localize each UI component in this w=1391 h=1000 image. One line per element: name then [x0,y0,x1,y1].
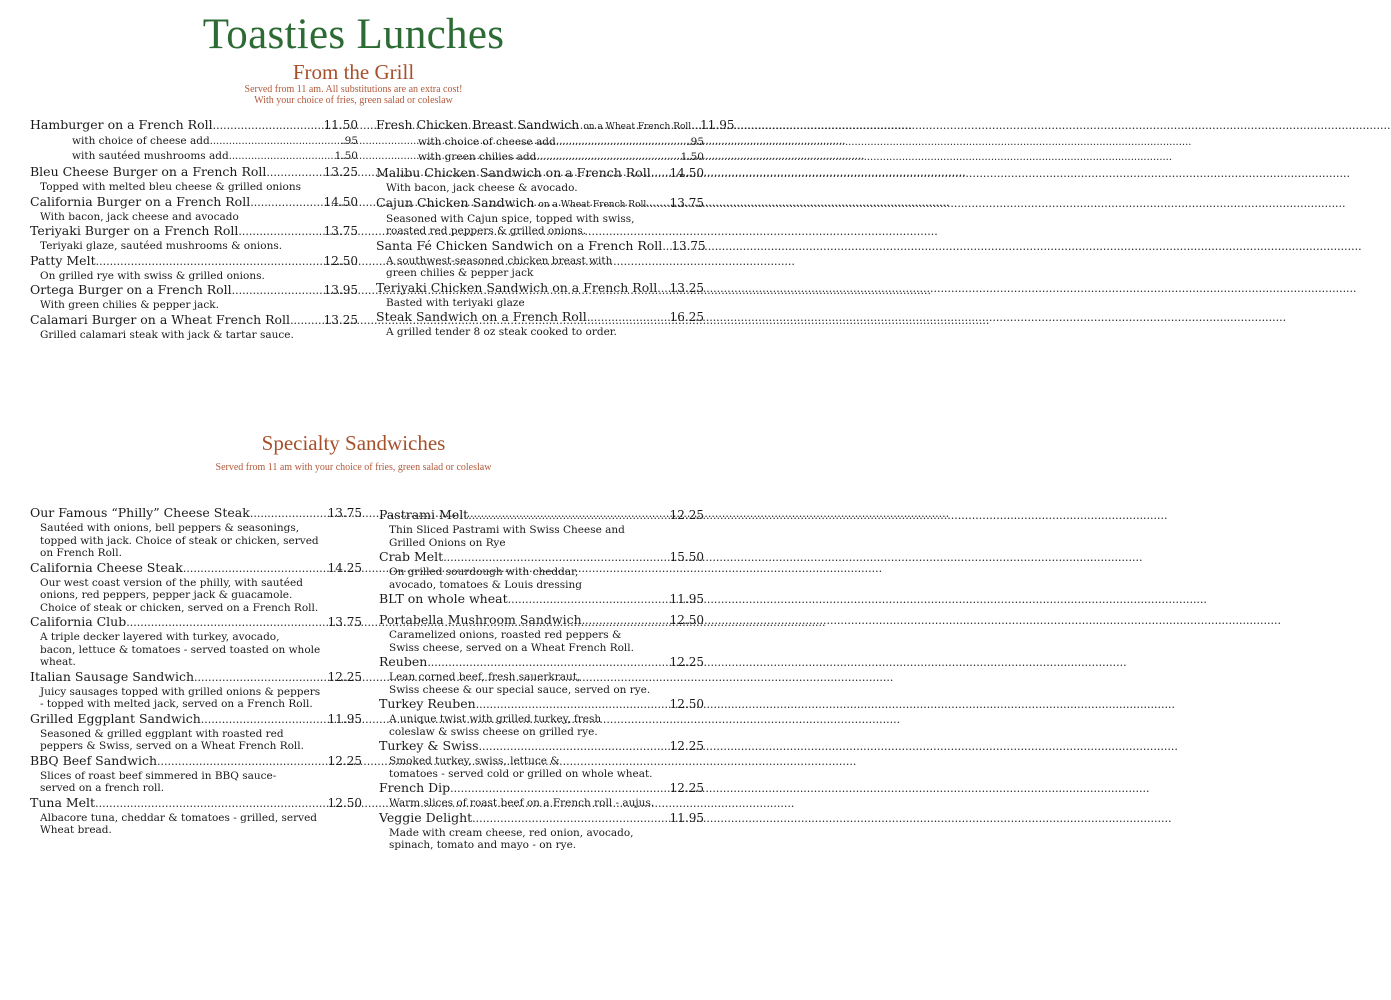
item-name: Bleu Cheese Burger on a French Roll [30,164,267,179]
menu-item [379,612,704,654]
leader-dots [443,549,666,566]
item-price: 11.95 [327,711,362,726]
leader-dots [646,195,666,212]
item-price: 12.25 [669,655,704,669]
item-description: Caramelized onions, roasted red peppers & Swiss cheese, served on a Wheat French Roll. [389,629,634,654]
leader-dots [95,795,325,812]
item-name-roll: on a Wheat French Roll [538,199,647,210]
item-name: Portabella Mushroom Sandwich [379,612,582,627]
menu-item [30,669,362,711]
menu-item [379,591,704,608]
item-description: A unique twist with grilled turkey, fresh coleslaw & swiss cheese on grilled rye. [389,713,602,738]
item-description: Smoked turkey, swiss, lettuce & tomatoes - served cold or grilled on whole wheat. [389,755,653,780]
leader-dots [157,753,325,770]
leader-dots [290,312,321,329]
item-description: Teriyaki glaze, sautéed mushrooms & onions. [40,240,283,252]
item-description: On grilled sourdough with cheddar, avocado, tomatoes & Louis dressing [389,566,583,591]
leader-dots [238,223,320,240]
item-price: 12.25 [327,669,362,684]
grill-note-line: Served from 11 am. All substitutions are an extra cost! [244,84,463,95]
item-name: Veggie Delight [379,809,473,825]
menu-item [30,194,358,224]
item-name: Our Famous “Philly” Cheese Steak [30,505,250,520]
addon-name: with green chilies add [418,151,537,163]
addon-price: 1.50 [680,151,704,163]
menu-item [376,280,704,310]
item-price: 13.25 [323,312,358,327]
item-price: 16.25 [669,310,704,324]
item-price: 11.95 [669,592,704,606]
item-price: 12.25 [669,781,704,795]
addon-name: with sautéed mushrooms add [72,150,229,162]
menu-item [379,780,704,810]
item-description: On grilled rye with swiss & grilled onions. [40,269,265,282]
leader-dots [229,149,332,164]
item-name: Grilled Eggplant Sandwich [30,710,201,726]
menu-item [379,738,704,780]
item-name: Teriyaki Chicken Sandwich on a French Roll [376,279,658,295]
item-name: Crab Melt [379,549,444,564]
item-description: With green chilies & pepper jack. [40,299,219,311]
menu-item [30,164,358,194]
menu-title: Toasties Lunches [202,11,505,58]
leader-dots [468,507,666,524]
menu-item [379,507,704,549]
item-description: Our west coast version of the philly, with sautéed onions, red peppers, pepper jack & guacamole. Choice of steak or chicken, served on a French Roll. [40,576,319,614]
item-price: 13.75 [323,224,358,238]
item-price: 12.50 [323,253,358,268]
item-price: 13.75 [327,506,362,520]
leader-dots [250,194,320,211]
item-description: Basted with teriyaki glaze [386,296,525,309]
item-price: 14.50 [669,166,704,180]
specialty-note: Served from 11 am with your choice of fries, green salad or coleslaw [215,462,492,473]
leader-dots [201,711,325,728]
grill-note [0,84,707,106]
leader-dots [657,280,666,297]
item-name: Turkey & Swiss [379,738,479,753]
leader-dots [476,696,667,713]
item-price: 13.25 [669,280,704,295]
item-name: Reuben [379,654,428,669]
menu-item [30,282,358,312]
item-description: Seasoned & grilled eggplant with roasted red peppers & Swiss, served on a Wheat French Roll. [40,727,304,752]
leader-dots [210,134,339,149]
menu-item [379,696,704,738]
menu-item [30,223,358,253]
item-price: 12.25 [327,753,362,768]
menu-item [376,195,704,238]
menu-item [376,117,735,165]
addon-price: .95 [687,136,704,148]
leader-dots [427,654,666,671]
leader-dots [194,669,325,686]
item-price: 13.75 [327,615,362,629]
leader-dots [472,810,667,827]
menu-item [30,312,358,342]
item-price: 11.95 [669,810,704,825]
leader-dots [587,309,667,326]
item-price: 13.75 [671,238,706,253]
grill-right-column [376,117,735,339]
leader-dots [536,150,677,165]
item-description: Slices of roast beef simmered in BBQ sauce- served on a french roll. [40,769,277,794]
leader-dots [508,591,667,608]
item-description: Grilled calamari steak with jack & tartar sauce. [40,328,294,341]
specialty-right-column [379,507,704,852]
item-description: With bacon, jack cheese & avocado. [386,182,578,194]
item-name: Santa Fé Chicken Sandwich on a French Roll [376,237,663,253]
item-name: Tuna Melt [30,794,96,810]
item-price: 12.50 [669,697,704,711]
menu-item [30,505,362,560]
grill-heading: From the Grill [292,60,415,84]
item-description: Thin Sliced Pastrami with Swiss Cheese and Grilled Onions on Rye [389,524,625,549]
item-name: Malibu Chicken Sandwich on a French Roll [376,165,651,180]
menu-item [376,238,704,280]
item-name [376,195,646,213]
specialty-heading: Specialty Sandwiches [261,431,446,455]
item-name: California Cheese Steak [30,559,183,575]
addon-name: with choice of cheese add [418,136,556,148]
item-name: Patty Melt [30,252,96,268]
menu-item [30,253,358,283]
item-price: 12.50 [327,795,362,810]
item-name: California Club [30,614,127,629]
item-name: Steak Sandwich on a French Roll [376,309,587,324]
item-name [376,117,691,135]
item-name: French Dip [379,780,451,795]
item-description: Topped with melted bleu cheese & grilled onions [40,181,302,193]
addon-price: .95 [341,135,358,147]
item-name: Calamari Burger on a Wheat French Roll [30,311,291,327]
item-description: With bacon, jack cheese and avocado [40,210,239,223]
leader-dots [266,164,320,181]
item-description: A southwest-seasoned chicken breast with green chilies & pepper jack [386,254,613,279]
menu-item [379,810,704,852]
item-name: BBQ Beef Sandwich [30,752,157,768]
item-name: Pastrami Melt [379,507,469,522]
item-price: 14.50 [323,194,358,209]
specialty-left-column [30,505,362,837]
leader-dots [250,505,325,522]
item-name: Italian Sausage Sandwich [30,668,195,684]
item-name: Ortega Burger on a French Roll [30,282,232,297]
item-price: 15.50 [669,550,704,564]
item-name: Hamburger on a French Roll [30,117,213,132]
item-description: Albacore tuna, cheddar & tomatoes - grilled, served Wheat bread. [40,811,318,836]
item-description: Sautéed with onions, bell peppers & seasonings, topped with jack. Choice of steak or chicken, served on French Roll. [40,522,319,559]
leader-dots [479,738,667,755]
leader-dots [582,612,667,629]
addon-price: 1.50 [334,150,358,162]
menu-item [30,795,362,837]
addon-name: with choice of cheese add [72,135,210,147]
item-price: 13.95 [323,283,358,297]
item-price: 12.50 [669,613,704,627]
item-name: Teriyaki Burger on a French Roll [30,223,239,238]
item-price: 14.25 [327,560,362,575]
grill-note-line: With your choice of fries, green salad or coleslaw [254,95,453,106]
item-description: Juicy sausages topped with grilled onions & peppers - topped with melted jack, served on a French Roll. [40,685,321,710]
item-name-text: Cajun Chicken Sandwich [376,194,535,210]
menu-item [30,117,358,164]
item-description: Lean corned beef, fresh sauerkraut, Swiss cheese & our special sauce, served on rye. [389,671,651,696]
menu-item [376,165,704,195]
menu-item [30,753,362,795]
item-price: 12.25 [669,739,704,753]
leader-dots [213,117,321,134]
leader-dots [232,282,321,299]
menu-item [30,711,362,753]
item-description: Made with cream cheese, red onion, avocado, spinach, tomato and mayo - on rye. [389,826,634,851]
grill-left-column [30,117,358,341]
item-price: 12.25 [669,508,704,522]
item-name: California Burger on a French Roll [30,193,251,209]
leader-dots [450,780,666,797]
item-name-text: Fresh Chicken Breast Sandwich [376,117,580,132]
menu-item [376,309,704,339]
item-price: 11.95 [700,118,735,132]
leader-dots [651,165,667,182]
item-description: A grilled tender 8 oz steak cooked to order. [386,326,618,338]
item-name: Turkey Reuben [379,696,476,711]
item-name-roll: on a Wheat French Roll [583,122,692,132]
item-description: Warm slices of roast beef on a French roll - aujus. [389,797,655,809]
leader-dots [556,135,685,150]
item-name: BLT on whole wheat [379,591,508,606]
leader-dots [183,560,325,577]
item-price: 11.50 [323,118,358,132]
item-price: 13.25 [323,165,358,179]
item-description: Seasoned with Cajun spice, topped with swiss, roasted red peppers & grilled onions. [386,212,635,237]
menu-item [30,614,362,669]
leader-dots [126,614,324,631]
menu-item [379,549,704,591]
menu-item [30,560,362,615]
item-price: 13.75 [669,195,704,210]
leader-dots [96,253,321,270]
menu-item [379,654,704,696]
item-description: A triple decker layered with turkey, avocado, bacon, lettuce & tomatoes - served toasted on whole wheat. [40,631,321,668]
